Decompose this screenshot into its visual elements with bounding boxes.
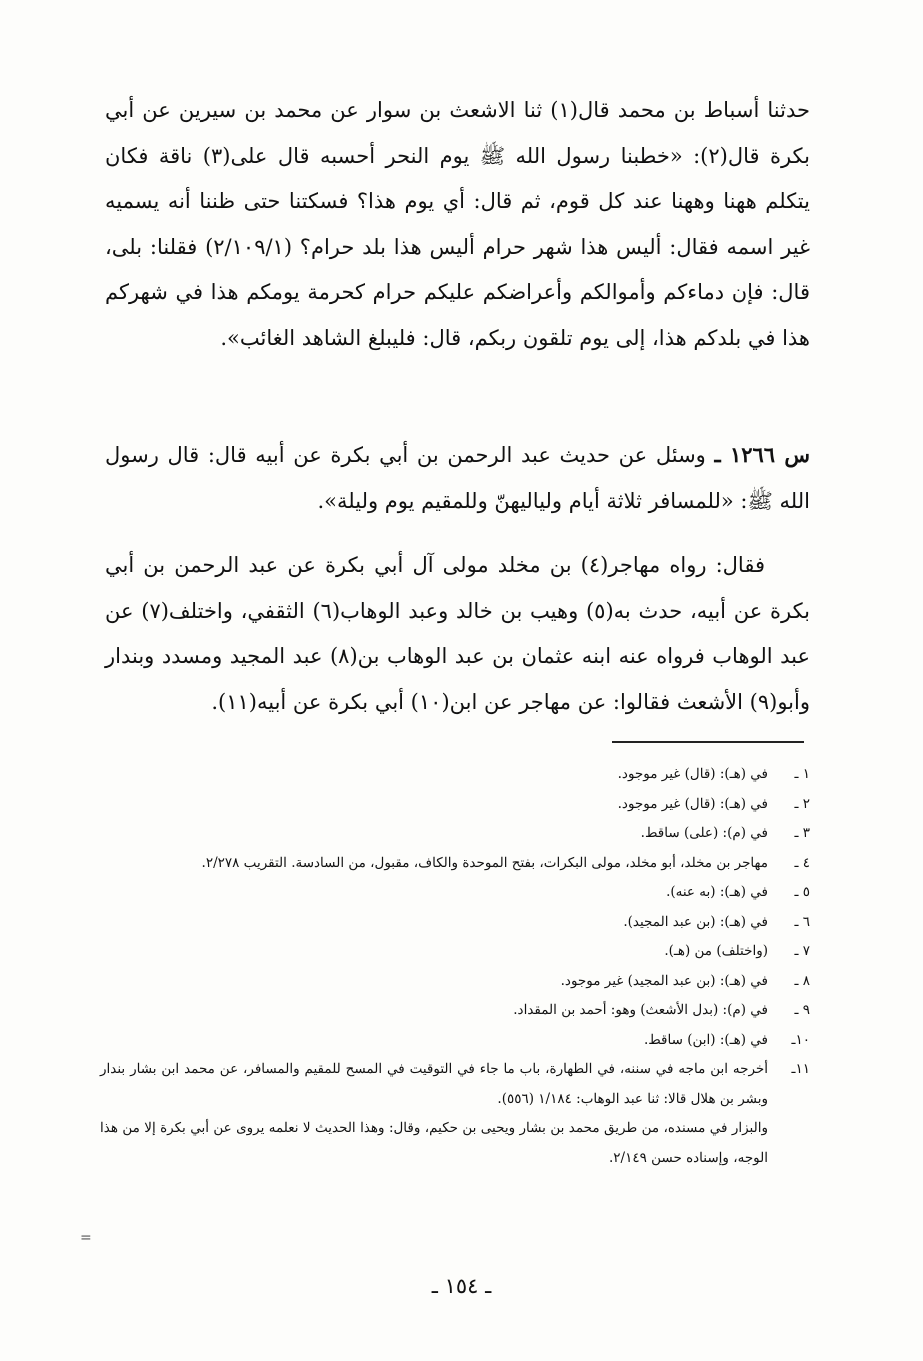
paragraph-answer: فقال: رواه مهاجر(٤) بن مخلد مولى آل أبي بكرة عن عبد الرحمن بن أبي بكرة عن أبيه، حدث به(٥) وهيب بن خالد وعبد الوهاب(٦) الثقفي، واختلف(٧) عن عبد الوهاب فرواه عنه ابنه عثمان بن عبد الوهاب بن(٨) عبد المجيد ومسدد وبندار وأبو(٩) الأشعث فقالوا: عن مهاجر عن ابن(١٠) أبي بكرة عن أبيه(١١).: [105, 553, 811, 714]
footnote-text: [100, 967, 768, 997]
footnote-item: [100, 878, 810, 908]
footnote-line: (واختلف) من (هـ).: [664, 943, 768, 959]
footnote-number: ١١ـ: [791, 1061, 810, 1077]
footnote-number: ٦ ـ: [794, 913, 810, 930]
footnote-number: ٢ ـ: [794, 795, 810, 812]
footnote-item: [100, 937, 810, 967]
paragraph-question: [105, 432, 810, 524]
footnote-item: [100, 819, 810, 849]
margin-mark: =: [80, 1230, 92, 1246]
footnote-line: في (هـ): (ابن) ساقط.: [643, 1031, 768, 1048]
question-text: وسئل عن حديث عبد الرحمن بن أبي بكرة عن أبيه قال: قال رسول الله ﷺ: «للمسافر ثلاثة أيام ولياليهنّ وللمقيم يوم وليلة».: [105, 443, 810, 513]
footnote-number: ٥ ـ: [794, 884, 810, 900]
footnote-number: ١٠ـ: [791, 1031, 810, 1048]
footnote-item: [100, 967, 810, 997]
footnote-text: [100, 996, 768, 1026]
footnote-line: في (م): (بدل الأشعث) وهو: أحمد بن المقداد.: [513, 1002, 768, 1018]
footnote-item: [100, 760, 810, 790]
footnote-continuation: والبزار في مسنده، من طريق محمد بن بشار ويحيى بن حكيم، وقال: وهذا الحديث لا نعلمه يروى عن أبي بكرة إلا من هذا الوجه، وإسناده حسن ٢/١٤٩.: [100, 1120, 768, 1166]
footnote-item: [100, 1055, 810, 1114]
footnote-text: [100, 878, 768, 908]
footnote-number: ١ ـ: [794, 766, 810, 782]
footnote-number: ٤ ـ: [794, 854, 810, 871]
footnote-item: [100, 908, 810, 938]
footnote-line: في (م): (على) ساقط.: [640, 825, 768, 841]
footnote-text: [100, 849, 768, 879]
footnote-number: ٧ ـ: [794, 943, 810, 959]
footnote-text: [100, 819, 768, 849]
footnote-line: في (هـ): (به عنه).: [666, 884, 768, 900]
footnote-number: ٨ ـ: [794, 972, 810, 989]
footnote-line: في (هـ): (قال) غير موجود.: [617, 766, 768, 782]
footnote-line: مهاجر بن مخلد، أبو مخلد، مولى البكرات، بفتح الموحدة والكاف، مقبول، من السادسة. التقريب ٢/٢٧٨.: [201, 854, 768, 871]
page-number: ـ ١٥٤ ـ: [431, 1274, 492, 1298]
footnote-number: ٩ ـ: [794, 1002, 810, 1018]
footnote-number: ٣ ـ: [794, 825, 810, 841]
footnote-text: [100, 1026, 768, 1056]
footnote-line: في (هـ): (قال) غير موجود.: [617, 795, 768, 812]
footnote-line: في (هـ): (بن عبد المجيد).: [623, 913, 768, 930]
footnote-item: [100, 790, 810, 820]
footnote-text: [100, 790, 768, 820]
footnote-line: في (هـ): (بن عبد المجيد) غير موجود.: [560, 972, 768, 989]
question-number: س ١٢٦٦ ـ: [714, 442, 810, 467]
footnote-line: أخرجه ابن ماجه في سننه، في الطهارة، باب ما جاء في التوقيت في المسح للمقيم والمسافر، عن محمد ابن بشار بندار وبشر بن هلال قالا: ثنا عبد الوهاب: ١/١٨٤ (٥٥٦).: [100, 1061, 768, 1107]
footnote-text: [100, 908, 768, 938]
footnote-item: [100, 996, 810, 1026]
footnote-item: [100, 1026, 810, 1056]
footnote-text: [100, 760, 768, 790]
footnotes: [100, 760, 810, 1173]
footnote-divider: [612, 741, 804, 743]
footnote-item: [100, 849, 810, 879]
paragraph-hadith-text: حدثنا أسباط بن محمد قال(١) ثنا الاشعث بن سوار عن محمد بن سيرين عن أبي بكرة قال(٢): «خطبنا رسول الله ﷺ يوم النحر أحسبه قال على(٣) ناقة فكان يتكلم ههنا وههنا عند كل قوم، ثم قال: أي يوم هذا؟ فسكتنا حتى ظننا أنه يسميه غير اسمه فقال: أليس هذا شهر حرام أليس هذا بلد حرام؟ (٢/١٠٩/١) فقلنا: بلى، قال: فإن دماءكم وأموالكم وأعراضكم عليكم حرام كحرمة يومكم هذا في شهركم هذا في بلدكم هذا، إلى يوم تلقون ربكم، قال: فليبلغ الشاهد الغائب».: [105, 98, 811, 350]
footnote-text: [100, 937, 768, 967]
footnote-text: [100, 1055, 768, 1114]
